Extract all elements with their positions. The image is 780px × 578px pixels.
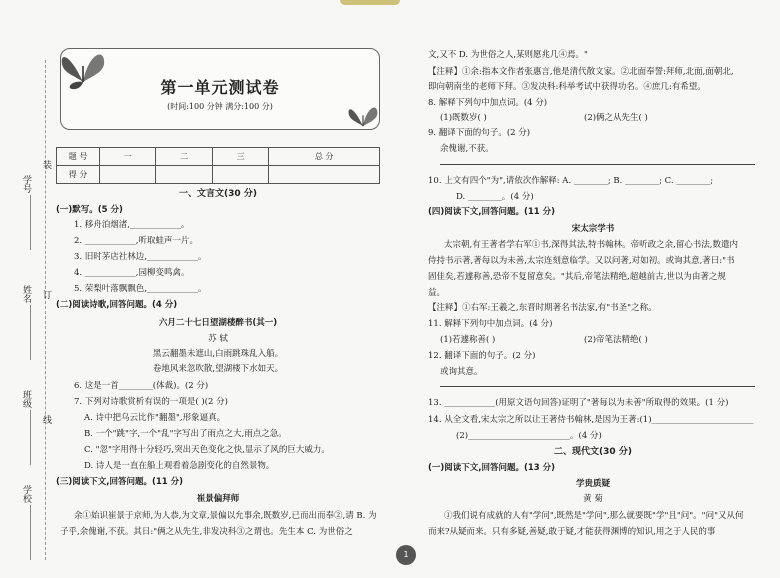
option-a[interactable]: A. 诗中把乌云比作"翻墨",形象逼真。 bbox=[84, 413, 226, 423]
translate-sentence: 余傀谢,不获。 bbox=[440, 144, 494, 154]
question-text[interactable]: 6. 这是一首________(体裁)。(2 分) bbox=[74, 381, 209, 391]
part-heading: (四)阅读下文,回答问题。(11 分) bbox=[428, 207, 556, 217]
question-text[interactable]: D. ________。(4 分) bbox=[456, 192, 534, 202]
passage-line: 侍持书示著,著每以为未善,太宗连刻意临学。又以问著,对如初。或询其意,著曰:"书 bbox=[428, 256, 735, 266]
section-heading-modern: 二、现代文(30 分) bbox=[554, 447, 632, 457]
part-heading: (一)默写。(5 分) bbox=[56, 205, 123, 215]
page-title: 第一单元测试卷 bbox=[160, 78, 280, 97]
answer-item[interactable]: (1)既数岁( ) bbox=[440, 113, 487, 123]
option-d[interactable]: D. 诗人是一直在船上观看着急剧变化的自然景物。 bbox=[84, 461, 275, 471]
score-cell: 三 bbox=[212, 148, 268, 166]
question-text[interactable]: 2. ____________,听取蛙声一片。 bbox=[74, 236, 199, 246]
score-table bbox=[56, 147, 380, 184]
question-text[interactable]: 14. 从全文看,宋太宗之所以让王著侍书翰林,是因为王著:(1)________________________ bbox=[428, 415, 754, 425]
note-line: 即向朝南坐的老师下拜。③发决科:科举考试中获得功名。④庶几:有希望。 bbox=[428, 82, 706, 92]
question-text[interactable]: 5. 荣梨叶落飘飘色,____________。 bbox=[74, 284, 207, 294]
answer-item[interactable]: (1)若遽称善( ) bbox=[440, 335, 496, 345]
score-input-cell[interactable] bbox=[100, 166, 156, 184]
note-line: 【注释】①右军:王羲之,东晋时期著名书法家,有"书圣"之称。 bbox=[428, 303, 657, 313]
poem-title: 六月二十七日望湖楼醉书(其一) bbox=[158, 318, 278, 328]
score-cell: 总 分 bbox=[269, 148, 380, 166]
id-write-line bbox=[30, 195, 31, 250]
question-text[interactable]: 7. 下列对诗歌赏析有误的一项是( )(2 分) bbox=[74, 397, 228, 407]
passage-line: 太宗朝,有王著者学右军①书,深得其法,特书翰林。帝听政之余,留心书法,数遣内 bbox=[444, 240, 739, 250]
question-text[interactable]: 3. 旧时茅店社林边,____________。 bbox=[74, 252, 207, 262]
poem-author: 苏 轼 bbox=[208, 334, 228, 344]
question-text[interactable]: 13. ____________(用原文语句回答)证明了"著每以为未善"所取得的效果。(1 分) bbox=[428, 398, 729, 408]
option-c[interactable]: C. "忽"字用得十分轻巧,突出天色变化之快,显示了风的巨大威力。 bbox=[84, 445, 330, 455]
part-heading: (一)阅读下文,回答问题。(13 分) bbox=[428, 463, 556, 473]
answer-item[interactable]: (2)俩之从先生( ) bbox=[584, 113, 648, 123]
exam-info: (时间:100 分钟 满分:100 分) bbox=[167, 102, 273, 111]
score-cell: 得 分 bbox=[57, 166, 100, 184]
ding-mark: 订 bbox=[41, 290, 51, 299]
id-label: 学号 bbox=[21, 175, 31, 193]
passage-line: 余①始识崔景于京师,为人恭,为文章,景偏以允事余,既数岁,已而出而奉②,请 B. 为 bbox=[74, 511, 377, 521]
answer-line[interactable] bbox=[440, 386, 755, 387]
passage-line: 益。 bbox=[428, 288, 446, 298]
xian-mark: 线 bbox=[41, 415, 51, 424]
zhuang-mark: 装 bbox=[41, 160, 51, 169]
text-title: 崔景偏拜师 bbox=[196, 494, 240, 504]
translate-sentence: 或询其意。 bbox=[440, 367, 483, 377]
score-input-cell[interactable] bbox=[269, 166, 380, 184]
question-text[interactable]: 8. 解释下列句中加点词。(4 分) bbox=[428, 98, 548, 108]
score-input-cell[interactable] bbox=[156, 166, 212, 184]
small-butterfly-icon bbox=[346, 100, 380, 132]
question-text[interactable]: 11. 解释下列句中加点词。(4 分) bbox=[428, 319, 553, 329]
butterfly-icon bbox=[58, 44, 108, 90]
poem-line: 黑云翻墨未遮山,白雨跳珠乱入船。 bbox=[152, 349, 284, 359]
binding-dashed-line bbox=[45, 60, 46, 560]
score-cell: 题 号 bbox=[57, 148, 100, 166]
question-text[interactable]: 9. 翻译下面的句子。(2 分) bbox=[428, 128, 531, 138]
passage-line: 而来?从疑而来。只有多疑,善疑,敢于疑,才能获得渊博的知识,用之于人民的事 bbox=[428, 527, 716, 537]
section-heading-classical: 一、文言文(30 分) bbox=[179, 189, 257, 199]
score-cell: 一 bbox=[100, 148, 156, 166]
score-value-row bbox=[57, 166, 380, 184]
part-heading: (二)阅读诗歌,回答问题。(4 分) bbox=[56, 300, 178, 310]
school-label: 学校 bbox=[21, 485, 31, 503]
text-title: 宋太宗学书 bbox=[571, 224, 615, 234]
score-header-row bbox=[57, 148, 380, 166]
question-text[interactable]: 4. ____________,园柳变鸣禽。 bbox=[74, 268, 190, 278]
option-b[interactable]: B. 一个"跳"字,一个"乱"字写出了雨点之大,雨点之急。 bbox=[84, 429, 287, 439]
part-heading: (三)阅读下文,回答问题。(11 分) bbox=[56, 477, 184, 487]
poem-line: 卷地风来忽吹散,望湖楼下水如天。 bbox=[152, 364, 284, 374]
page-number: 1 bbox=[396, 545, 416, 565]
top-tab-mark bbox=[340, 0, 400, 5]
question-text[interactable]: 1. 移舟泊烟渚,____________。 bbox=[74, 220, 190, 230]
name-label: 姓名 bbox=[21, 285, 31, 303]
passage-line: 固佳矣,若遽称善,恐帝不复留意矣。"其后,帝笔法精绝,超越前古,世以为由著之规 bbox=[428, 272, 726, 282]
school-write-line bbox=[30, 505, 31, 560]
passage-line: 文,又不 D. 为世俗之人,某则愿兆几④焉。" bbox=[428, 50, 588, 60]
question-text[interactable]: (2)________________________。(4 分) bbox=[456, 431, 602, 441]
answer-item[interactable]: (2)帝笔法精绝( ) bbox=[584, 335, 648, 345]
passage-line: ①我们说有成就的人有"学问",既然是"学问",那么就要既"学"且"问"。"问"又从何 bbox=[444, 511, 744, 521]
score-cell: 二 bbox=[156, 148, 212, 166]
passage-line: 子乎,余傀谢,不获。其日:"俩之从先生,非发决科③之谓也。先生本 C. 为世俗之 bbox=[60, 527, 353, 537]
title-box bbox=[60, 48, 380, 130]
note-line: 【注释】①余:指本文作者张惠言,他是清代散文家。②北面奉誓:拜师,北面,面朝北, bbox=[428, 67, 734, 77]
text-title: 学贵质疑 bbox=[575, 479, 610, 489]
binding-margin bbox=[0, 0, 50, 578]
class-label: 班级 bbox=[21, 390, 31, 408]
name-write-line bbox=[30, 305, 31, 360]
score-input-cell[interactable] bbox=[212, 166, 268, 184]
answer-line[interactable] bbox=[440, 164, 755, 165]
question-text[interactable]: 12. 翻译下面的句子。(2 分) bbox=[428, 351, 536, 361]
class-write-line bbox=[30, 410, 31, 465]
question-text[interactable]: 10. 上文有四个"为",请依次作解释: A. ________; B. ________; C. ________; bbox=[428, 176, 714, 186]
text-author: 黄 菊 bbox=[583, 494, 603, 504]
